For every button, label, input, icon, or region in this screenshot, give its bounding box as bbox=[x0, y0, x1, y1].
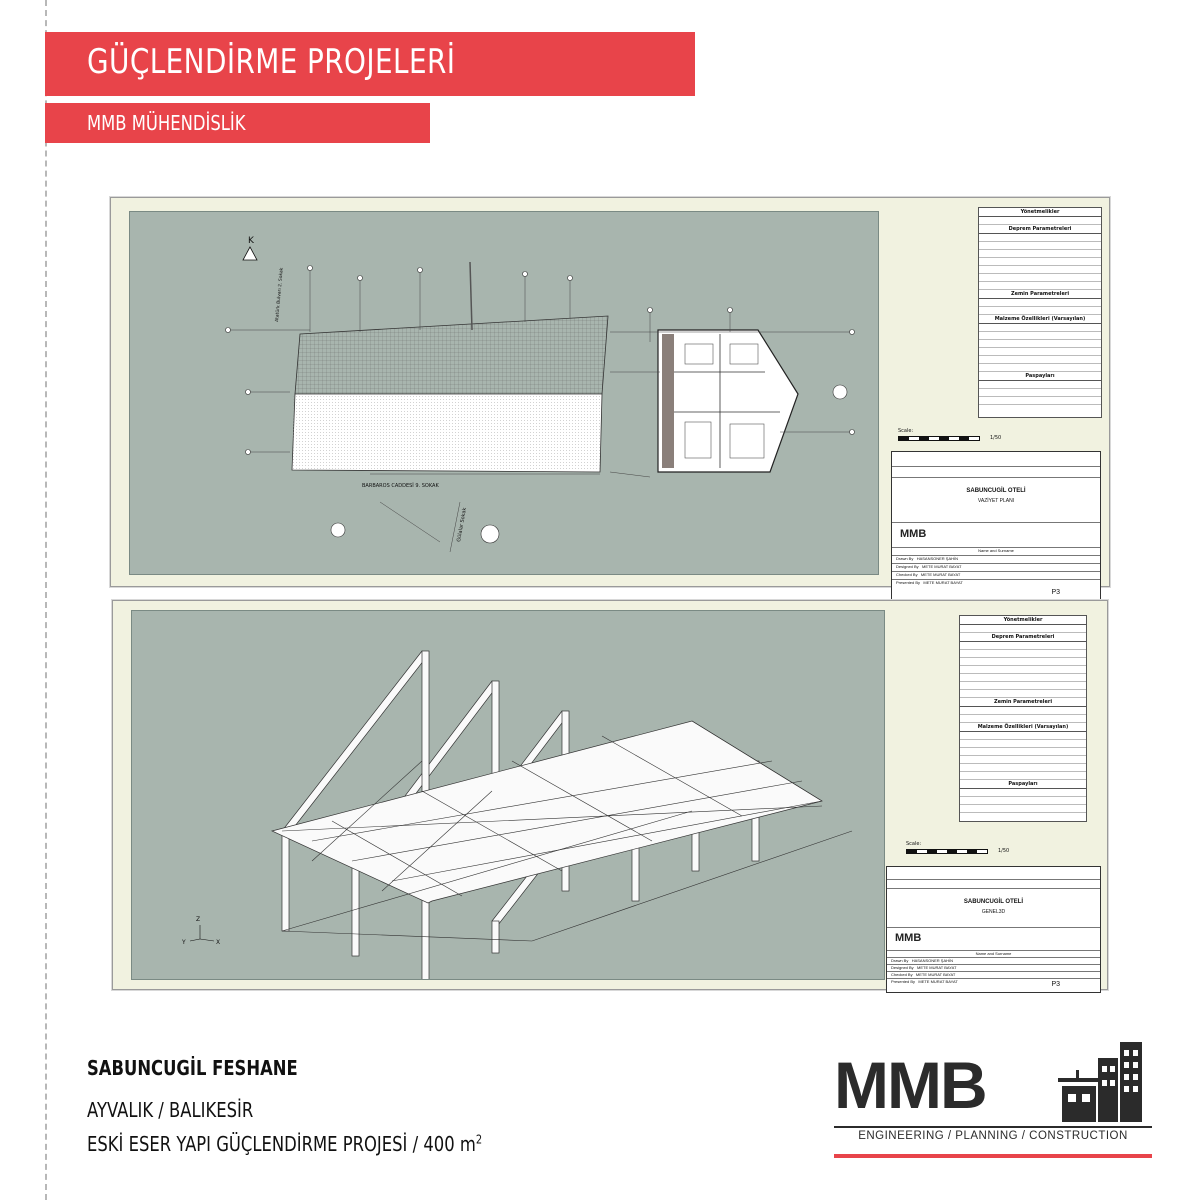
subtitle-banner bbox=[45, 103, 430, 143]
title-banner bbox=[45, 32, 695, 96]
table-subheading-soil: Zemin Parametreleri bbox=[979, 290, 1101, 299]
roof-hatch bbox=[295, 316, 608, 394]
checked-by: METE MURAT BAYAT bbox=[915, 972, 956, 977]
scale-label: Scale: bbox=[906, 841, 922, 847]
unit-superscript: 2 bbox=[475, 1132, 483, 1147]
checked-by: METE MURAT BAYAT bbox=[920, 572, 961, 577]
scale-bar bbox=[906, 841, 1010, 854]
project-name: SABUNCUGİL OTELİ bbox=[963, 899, 1024, 905]
site-plan-drawing bbox=[130, 212, 878, 574]
name-label: Name and Surname bbox=[892, 548, 1100, 556]
scale-bar bbox=[898, 428, 1002, 441]
scale-ratio: 1/50 bbox=[990, 435, 1002, 441]
structure-3d-drawing bbox=[132, 611, 884, 979]
table-subheading-cover: Paspayları bbox=[979, 372, 1101, 381]
page-title: GÜÇLENDİRME PROJELERİ bbox=[87, 42, 456, 82]
site-plan-viewport bbox=[129, 211, 879, 575]
axis-label-y: Y bbox=[182, 939, 186, 946]
axis-label-z: Z bbox=[196, 916, 201, 923]
table-subheading-material: Malzeme Özellikleri (Varsayılan) bbox=[979, 315, 1101, 324]
parameters-table bbox=[959, 615, 1087, 822]
name-label: Name and Surname bbox=[887, 951, 1100, 958]
axis-label-x: X bbox=[216, 939, 221, 946]
table-subheading-cover: Paspayları bbox=[960, 780, 1086, 789]
sheet-number: P3 bbox=[1051, 981, 1060, 988]
table-heading: Yönetmelikler bbox=[960, 616, 1086, 625]
street-label-1: BARBAROS CADDESİ 9. SOKAK bbox=[362, 483, 439, 489]
presented-by: METE MURAT BAYAT bbox=[923, 580, 963, 585]
designed-by: METE MURAT BAYAT bbox=[922, 564, 962, 569]
title-block-logo: MMB bbox=[895, 932, 922, 944]
drawing-sheet-site-plan bbox=[110, 197, 1110, 596]
axis-gizmo bbox=[190, 925, 214, 941]
logo-wordmark: MMB bbox=[834, 1048, 986, 1122]
designed-by: METE MURAT BAYAT bbox=[917, 965, 957, 970]
drawn-by: HASANSONER ŞAHİN bbox=[911, 958, 954, 963]
title-block: SABUNCUGİL OTELİ VAZİYET PLANI MMB Name and Surname Drawn By HASANSONER ŞAHİN Designed By METE MURAT BAYAT Checked By METE MURAT BAYAT Presented By METE MURAT BAYAT P3 bbox=[891, 451, 1101, 601]
table-subheading-earthquake: Deprem Parametreleri bbox=[979, 225, 1101, 234]
table-subheading-material: Malzeme Özellikleri (Varsayılan) bbox=[960, 723, 1086, 732]
logo-tagline: ENGINEERING / PLANNING / CONSTRUCTION bbox=[858, 1130, 1128, 1142]
floor-plan bbox=[658, 330, 798, 472]
frame-members bbox=[272, 651, 822, 979]
title-block: SABUNCUGİL OTELİ GENEL3D MMB Name and Surname Drawn By HASANSONER ŞAHİN Designed By METE MURAT BAYAT Checked By METE MURAT BAYAT Presented By METE MURAT BAYAT P3 bbox=[886, 866, 1101, 993]
table-subheading-soil: Zemin Parametreleri bbox=[960, 698, 1086, 707]
sheet-number: P3 bbox=[1051, 589, 1060, 596]
drawing-name: VAZİYET PLANI bbox=[977, 498, 1015, 504]
page-subtitle: MMB MÜHENDİSLİK bbox=[87, 111, 246, 135]
project-description: ESKİ ESER YAPI GÜÇLENDİRME PROJESİ / 400 $m^2$ bbox=[87, 1132, 483, 1156]
presented-by: METE MURAT BAYAT bbox=[918, 979, 958, 984]
structure-3d-viewport bbox=[131, 610, 885, 980]
project-caption bbox=[87, 1056, 483, 1156]
drawn-by: HASANSONER ŞAHİN bbox=[916, 556, 959, 561]
scale-label: Scale: bbox=[898, 428, 914, 434]
drawing-name: GENEL3D bbox=[981, 909, 1006, 915]
street-label-2: Gülalar Sokak bbox=[456, 507, 468, 543]
parameters-table bbox=[978, 207, 1102, 418]
title-block-logo: MMB bbox=[900, 528, 927, 540]
project-name: SABUNCUGİL FESHANE bbox=[87, 1056, 298, 1080]
scale-ratio: 1/50 bbox=[998, 848, 1010, 854]
company-logo bbox=[834, 1040, 1154, 1158]
dashed-margin-line bbox=[45, 0, 47, 1200]
table-heading: Yönetmelikler bbox=[979, 208, 1101, 217]
north-arrow-icon bbox=[243, 247, 257, 260]
table-subheading-earthquake: Deprem Parametreleri bbox=[960, 633, 1086, 642]
project-location: AYVALIK / BALIKESİR bbox=[87, 1098, 254, 1122]
north-label: K bbox=[248, 236, 254, 246]
project-name: SABUNCUGİL OTELİ bbox=[966, 488, 1026, 494]
building-crane-icon bbox=[1058, 1040, 1154, 1122]
street-label-3: Atatürk Bulvarı 2. Sokak bbox=[275, 267, 285, 323]
drawing-sheet-3d bbox=[112, 600, 1108, 990]
